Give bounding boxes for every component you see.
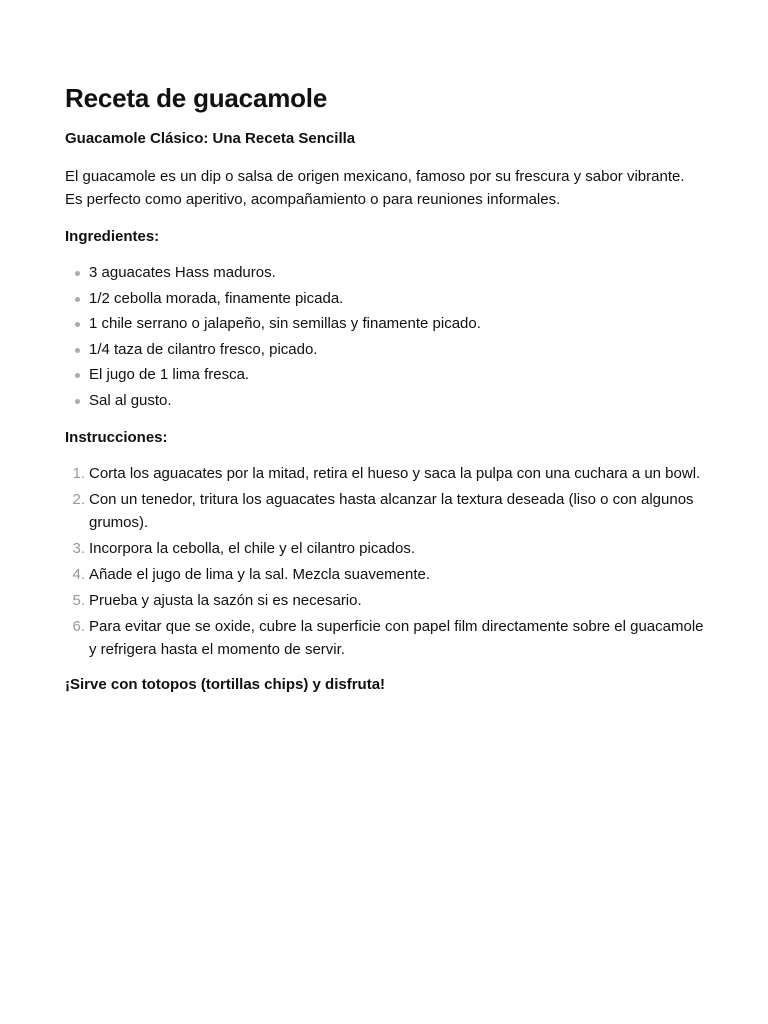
ingredient-item: 1/2 cebolla morada, finamente picada. [65, 288, 704, 310]
step-text: Prueba y ajusta la sazón si es necesario. [89, 591, 362, 609]
instruction-step [65, 488, 704, 534]
ingredients-list [65, 262, 704, 412]
step-number: 6. [72, 617, 85, 635]
step-text: Para evitar que se oxide, cubre la superficie con papel film directamente sobre el guacamole y refrigera hasta el momento de servir. [89, 617, 704, 658]
instructions-list [65, 462, 704, 661]
ingredients-heading: Ingredientes: [65, 228, 160, 245]
closing-note: ¡Sirve con totopos (tortillas chips) y disfruta! [65, 675, 386, 693]
ingredient-item: Sal al gusto. [65, 390, 704, 412]
step-number: 1. [72, 464, 85, 482]
step-number: 4. [72, 565, 85, 583]
ingredient-item: 1 chile serrano o jalapeño, sin semillas y finamente picado. [65, 313, 704, 335]
ingredient-item: 3 aguacates Hass maduros. [65, 262, 704, 284]
step-text: Con un tenedor, tritura los aguacates hasta alcanzar la textura deseada (liso o con algunos grumos). [89, 490, 694, 531]
instruction-step [65, 563, 704, 586]
step-number: 5. [72, 591, 85, 609]
instruction-step [65, 615, 704, 661]
ingredient-item: El jugo de 1 lima fresca. [65, 364, 704, 386]
instructions-heading: Instrucciones: [65, 428, 168, 446]
recipe-subtitle: Guacamole Clásico: Una Receta Sencilla [65, 130, 356, 147]
instruction-step [65, 537, 704, 560]
step-text: Añade el jugo de lima y la sal. Mezcla suavemente. [89, 565, 431, 583]
step-text: Incorpora la cebolla, el chile y el cilantro picados. [89, 539, 416, 557]
intro-paragraph: El guacamole es un dip o salsa de origen mexicano, famoso por su frescura y sabor vibrante. Es perfecto como aperitivo, acompañamiento o para reuniones informales. [65, 168, 685, 208]
step-text: Corta los aguacates por la mitad, retira el hueso y saca la pulpa con una cuchara a un bowl. [89, 464, 701, 482]
step-number: 3. [72, 539, 85, 557]
ingredient-item: 1/4 taza de cilantro fresco, picado. [65, 339, 704, 361]
page-title: Receta de guacamole [65, 83, 328, 113]
step-number: 2. [72, 490, 85, 508]
instruction-step [65, 462, 704, 485]
instruction-step [65, 589, 704, 612]
